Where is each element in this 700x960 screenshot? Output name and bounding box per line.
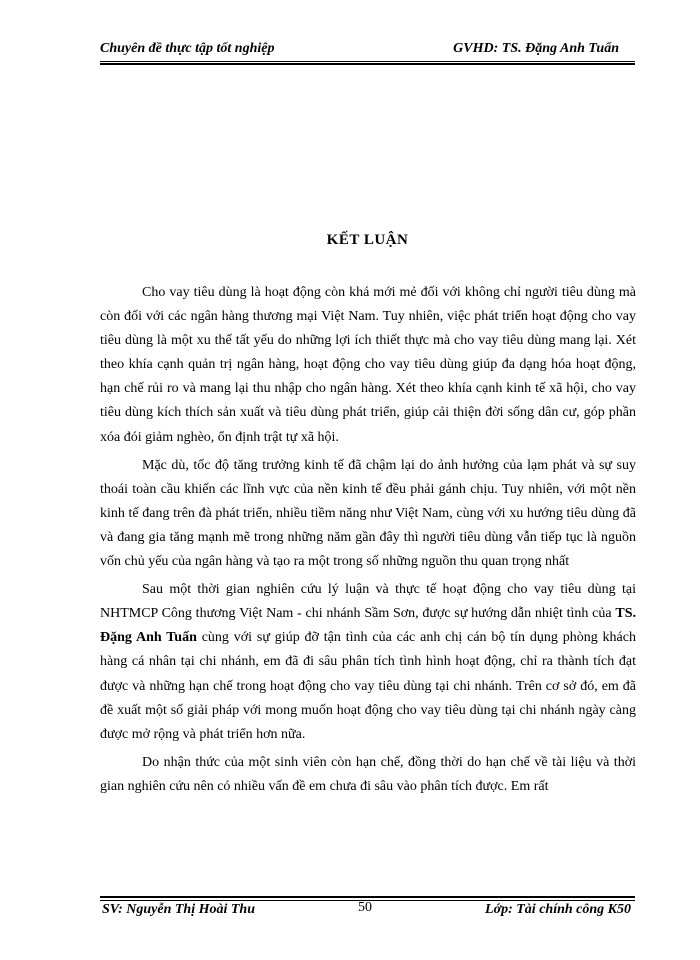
paragraph-3 xyxy=(100,578,636,747)
header-right-text: GVHD: TS. Đặng Anh Tuấn xyxy=(453,41,619,56)
advisor-name: TS. Đặng Anh Tuấn xyxy=(100,606,636,646)
footer-class: Lớp: Tài chính công K50 xyxy=(485,902,631,917)
page-number: 50 xyxy=(358,900,372,915)
header-rule-thick xyxy=(100,63,635,65)
page-header xyxy=(100,41,635,61)
footer-rule-thick xyxy=(100,896,635,898)
body-text xyxy=(100,281,636,799)
section-title: KẾT LUẬN xyxy=(326,232,409,248)
paragraph-4: Do nhận thức của một sinh viên còn hạn chế, đồng thời do hạn chế về tài liệu và thời gian nghiên cứu nên có nhiều vấn đề em chưa đi sâu vào phân tích được. Em rất xyxy=(100,754,636,794)
paragraph-3-start: Sau một thời gian nghiên cứu lý luận và thực tế hoạt động cho vay tiêu dùng tại NHTMCP Công thương Việt Nam - chi nhánh Sầm Sơn, được sự hướng dẫn nhiệt tình của xyxy=(100,582,636,622)
footer-student: SV: Nguyễn Thị Hoài Thu xyxy=(102,902,255,917)
header-left-text: Chuyên đề thực tập tốt nghiệp xyxy=(100,41,275,56)
page-footer xyxy=(100,902,635,922)
paragraph-2: Mặc dù, tốc độ tăng trưởng kinh tế đã chậm lại do ảnh hưởng của lạm phát và sự suy thoái toàn cầu khiến các lĩnh vực của nền kinh tế đều phải gánh chịu. Tuy nhiên, với một nền kinh tế đang trên đà phát triển, nhiều tiềm năng như Việt Nam, cùng với xu hướng tiêu dùng đã và đang gia tăng mạnh mẽ trong những năm gần đây thì người tiêu dùng vẫn tiếp tục là nguồn vốn chủ yếu của ngân hàng và tạo ra một trong số những nguồn thu quan trọng nhất xyxy=(100,457,636,570)
paragraph-1: Cho vay tiêu dùng là hoạt động còn khá mới mẻ đối với không chỉ người tiêu dùng mà còn đối với các ngân hàng thương mại Việt Nam. Tuy nhiên, việc phát triển hoạt động cho vay tiêu dùng là một xu thế tất yếu do những lợi ích thiết thực mà cho vay tiêu dùng mang lại. Xét theo khía cạnh quản trị ngân hàng, hoạt động cho vay tiêu dùng giúp đa dạng hóa hoạt động, hạn chế rủi ro và mang lại thu nhập cho ngân hàng. Xét theo khía cạnh kinh tế xã hội, cho vay tiêu dùng kích thích sản xuất và tiêu dùng phát triển, giúp cải thiện đời sống dân cư, góp phần xóa đói giảm nghèo, ổn định trật tự xã hội. xyxy=(100,285,636,445)
paragraph-3-end: cùng với sự giúp đỡ tận tình của các anh chị cán bộ tín dụng phòng khách hàng cá nhân tại chi nhánh, em đã đi sâu phân tích tình hình hoạt động, chỉ ra thành tích đạt được và những hạn chế trong hoạt động cho vay tiêu dùng tại chi nhánh. Trên cơ sở đó, em đã đề xuất một số giải pháp với mong muốn hoạt động cho vay tiêu dùng tại chi nhánh ngày càng được mở rộng và phát triển hơn nữa. xyxy=(100,630,636,742)
header-rule-thin xyxy=(100,61,635,62)
